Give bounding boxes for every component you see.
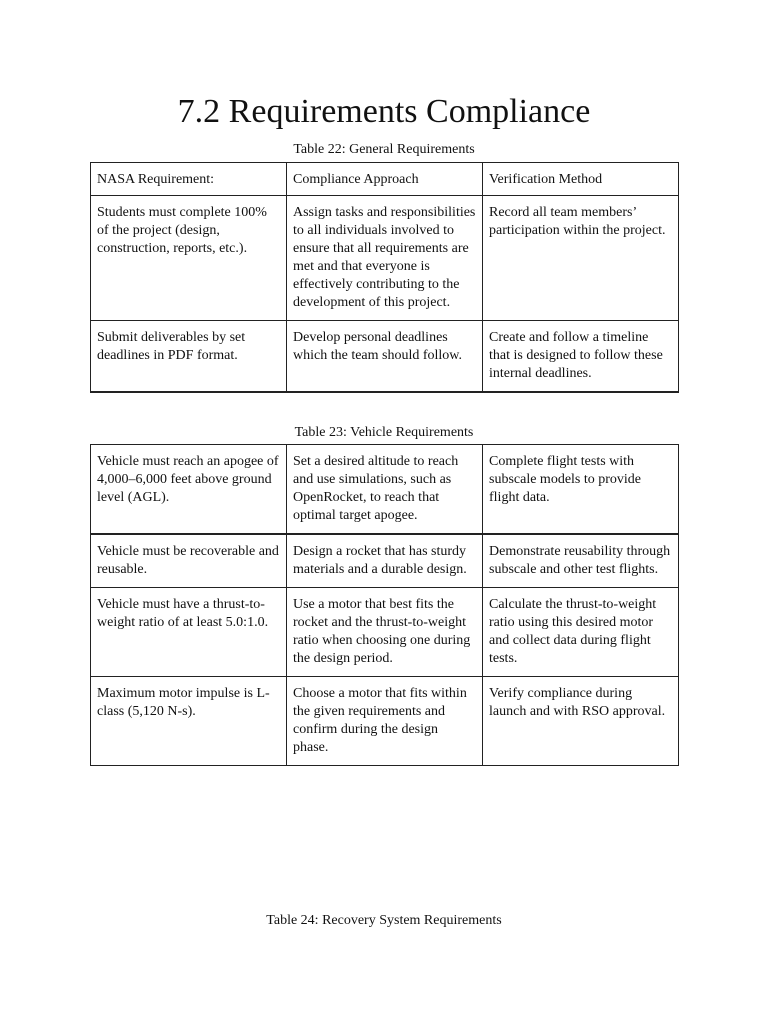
verification-method-cell: Create and follow a timeline that is designed to follow these internal deadlines.	[483, 321, 679, 393]
table-header-row	[91, 163, 679, 196]
compliance-approach-cell: Design a rocket that has sturdy materials and a durable design.	[287, 534, 483, 588]
table-row	[91, 196, 679, 321]
header-cell-verification-method: Verification Method	[483, 163, 679, 196]
general-requirements-table	[90, 162, 679, 393]
header-cell-compliance-approach: Compliance Approach	[287, 163, 483, 196]
requirement-cell: Maximum motor impulse is L-class (5,120 N-s).	[91, 677, 287, 766]
verification-method-cell: Record all team members’ participation within the project.	[483, 196, 679, 321]
verification-method-cell: Demonstrate reusability through subscale and other test flights.	[483, 534, 679, 588]
header-cell-nasa-requirement: NASA Requirement:	[91, 163, 287, 196]
verification-method-cell: Verify compliance during launch and with RSO approval.	[483, 677, 679, 766]
verification-method-cell: Calculate the thrust-to-weight ratio using this desired motor and collect data during flight tests.	[483, 588, 679, 677]
vehicle-requirements-table	[90, 444, 679, 766]
table-22-caption: Table 22: General Requirements	[293, 142, 475, 157]
table-row	[91, 445, 679, 535]
table-24-caption: Table 24: Recovery System Requirements	[266, 913, 502, 928]
compliance-approach-cell: Set a desired altitude to reach and use simulations, such as OpenRocket, to reach that optimal target apogee.	[287, 445, 483, 535]
table-row	[91, 677, 679, 766]
page-title: 7.2 Requirements Compliance	[177, 93, 591, 130]
requirement-cell: Submit deliverables by set deadlines in PDF format.	[91, 321, 287, 393]
requirement-cell: Vehicle must reach an apogee of 4,000–6,000 feet above ground level (AGL).	[91, 445, 287, 535]
compliance-approach-cell: Assign tasks and responsibilities to all individuals involved to ensure that all requirements are met and that everyone is effectively contributing to the development of this project.	[287, 196, 483, 321]
table-row	[91, 321, 679, 393]
compliance-approach-cell: Use a motor that best fits the rocket and the thrust-to-weight ratio when choosing one during the design period.	[287, 588, 483, 677]
requirement-cell: Vehicle must be recoverable and reusable.	[91, 534, 287, 588]
compliance-approach-cell: Choose a motor that fits within the given requirements and confirm during the design phase.	[287, 677, 483, 766]
verification-method-cell: Complete flight tests with subscale models to provide flight data.	[483, 445, 679, 535]
compliance-approach-cell: Develop personal deadlines which the team should follow.	[287, 321, 483, 393]
table-row	[91, 588, 679, 677]
requirement-cell: Vehicle must have a thrust-to-weight ratio of at least 5.0:1.0.	[91, 588, 287, 677]
table-row	[91, 534, 679, 588]
table-23-caption: Table 23: Vehicle Requirements	[294, 425, 474, 440]
requirement-cell: Students must complete 100% of the project (design, construction, reports, etc.).	[91, 196, 287, 321]
